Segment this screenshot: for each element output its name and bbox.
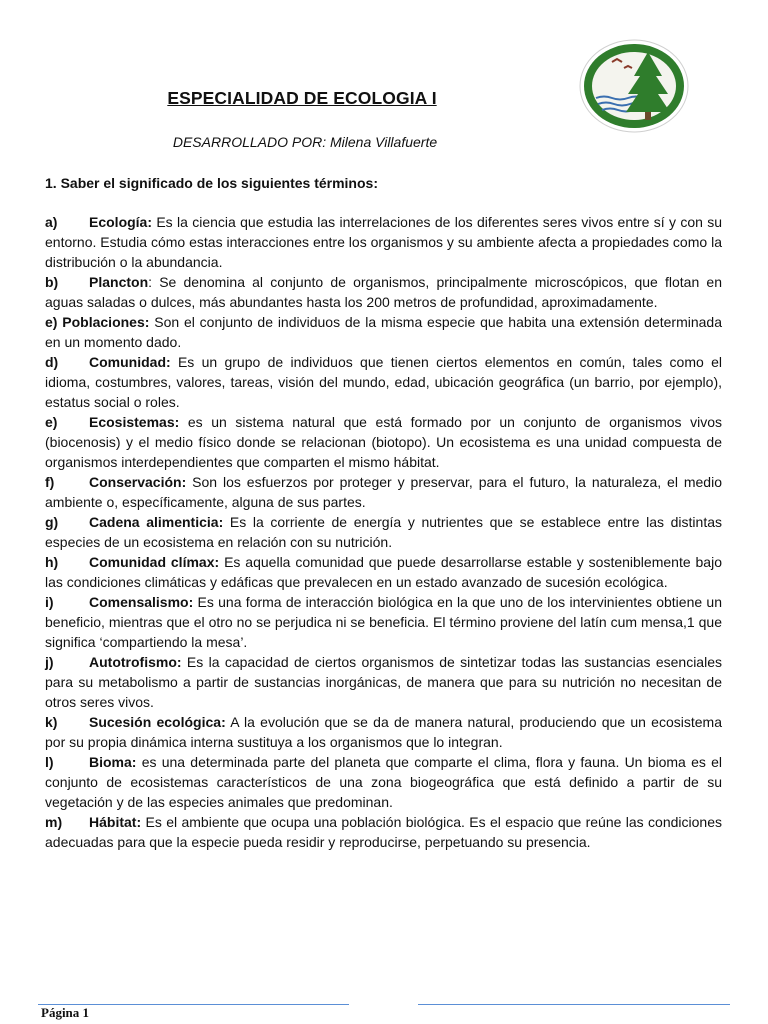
definition-text: Es el ambiente que ocupa una población biológica. Es el espacio que reúne las condiciones adecuadas para que la especie pueda residir y reproducirse, perpetuando su presencia. (45, 814, 722, 850)
definition-term: Hábitat: (89, 814, 142, 830)
definition-item-ecosistemas (45, 412, 722, 472)
definition-text: es una determinada parte del planeta que comparte el clima, flora y fauna. Un bioma es el conjunto de ecosistemas característicos de una zona biogeográfica que está definido a partir de su vegetación y de las especies animales que predominan. (45, 754, 722, 810)
definition-text: A la evolución que se da de manera natural, produciendo que un ecosistema por su propia dinámica interna sustituya a los organismos que lo integran. (45, 714, 722, 750)
definition-text: Son los esfuerzos por proteger y preservar, para el futuro, la naturaleza, el medio ambiente o, específicamente, alguna de sus partes. (45, 474, 722, 510)
definition-term: Ecosistemas: (89, 414, 180, 430)
definition-term: Plancton (89, 274, 149, 290)
definition-letter: h) (45, 554, 59, 570)
definition-item-bioma (45, 752, 722, 812)
definitions-list (45, 212, 722, 852)
definition-term: Sucesión ecológica: (89, 714, 226, 730)
definition-term: Bioma: (89, 754, 137, 770)
ecology-badge-logo (578, 38, 690, 134)
definition-text: : Se denomina al conjunto de organismos, principalmente microscópicos, que flotan en aguas saladas o dulces, más abundantes hasta los 200 metros de profundidad, aproximadamente. (45, 274, 722, 310)
definition-item-poblaciones (45, 312, 722, 352)
definition-letter: e) (45, 314, 58, 330)
definition-item-cadena-alimenticia (45, 512, 722, 552)
definition-letter: k) (45, 714, 58, 730)
definition-letter: m) (45, 814, 63, 830)
definition-text: Es aquella comunidad que puede desarrollarse estable y sosteniblemente bajo las condiciones climáticas y edáficas que prevalecen en un estado avanzado de sucesión ecológica. (45, 554, 722, 590)
definition-term: Conservación: (89, 474, 187, 490)
definition-letter: f) (45, 474, 55, 490)
footer-rule-right (418, 1004, 730, 1005)
definition-text: Es una forma de interacción biológica en la que uno de los intervinientes obtiene un beneficio, mientras que el otro no se perjudica ni se beneficia. El término proviene del latín cum mensa,1 que significa ‘compartiendo la mesa’. (45, 594, 722, 650)
definition-term: Comunidad clímax: (89, 554, 220, 570)
definition-text: Es la ciencia que estudia las interrelaciones de los diferentes seres vivos entre sí y con su entorno. Estudia cómo estas interacciones entre los organismos y su ambiente afecta a propiedades como la distribución o la abundancia. (45, 214, 722, 270)
definition-item-comunidad (45, 352, 722, 412)
definition-item-ecologia (45, 212, 722, 272)
question-heading: 1. Saber el significado de los siguientes términos: (45, 175, 378, 191)
definition-term: Poblaciones: (62, 314, 150, 330)
definition-letter: b) (45, 274, 59, 290)
document-title: ESPECIALIDAD DE ECOLOGIA I (167, 88, 437, 108)
definition-letter: j) (45, 654, 54, 670)
definition-item-comensalismo (45, 592, 722, 652)
definition-term: Comensalismo: (89, 594, 194, 610)
definition-item-conservacion (45, 472, 722, 512)
definition-item-autotrofismo (45, 652, 722, 712)
definition-letter: i) (45, 594, 54, 610)
definition-letter: g) (45, 514, 59, 530)
definition-item-habitat (45, 812, 722, 852)
page-number: Página 1 (41, 1005, 90, 1020)
definition-term: Ecología: (89, 214, 153, 230)
definition-item-plancton (45, 272, 722, 312)
definition-letter: l) (45, 754, 54, 770)
definition-item-sucesion-ecologica (45, 712, 722, 752)
definition-text: Es la corriente de energía y nutrientes que se establece entre las distintas especies de un ecosistema en relación con su nutrición. (45, 514, 723, 550)
definition-letter: e) (45, 414, 58, 430)
definition-item-comunidad-climax (45, 552, 722, 592)
definition-term: Cadena alimenticia: (89, 514, 224, 530)
definition-text: Es un grupo de individuos que tienen ciertos elementos en común, tales como el idioma, costumbres, valores, tareas, visión del mundo, edad, ubicación geográfica (un barrio, por ejemplo), estatus social o roles. (45, 354, 722, 410)
author-line: DESARROLLADO POR: Milena Villafuerte (172, 134, 438, 150)
definition-text: Es la capacidad de ciertos organismos de sintetizar todas las sustancias esenciales para su metabolismo a partir de sustancias inorgánicas, de manera que para su nutrición no necesitan de otros seres vivos. (45, 654, 722, 710)
definition-letter: a) (45, 214, 58, 230)
definition-term: Comunidad: (89, 354, 171, 370)
definition-text: es un sistema natural que está formado por un conjunto de organismos vivos (biocenosis) y el medio físico donde se relacionan (biotopo). Un ecosistema es una unidad compuesta de organismos interdependientes que comparten el mismo hábitat. (45, 414, 722, 470)
definition-term: Autotrofismo: (89, 654, 182, 670)
definition-text: Son el conjunto de individuos de la misma especie que habita una extensión determinada en un momento dado. (45, 314, 723, 350)
definition-letter: d) (45, 354, 59, 370)
